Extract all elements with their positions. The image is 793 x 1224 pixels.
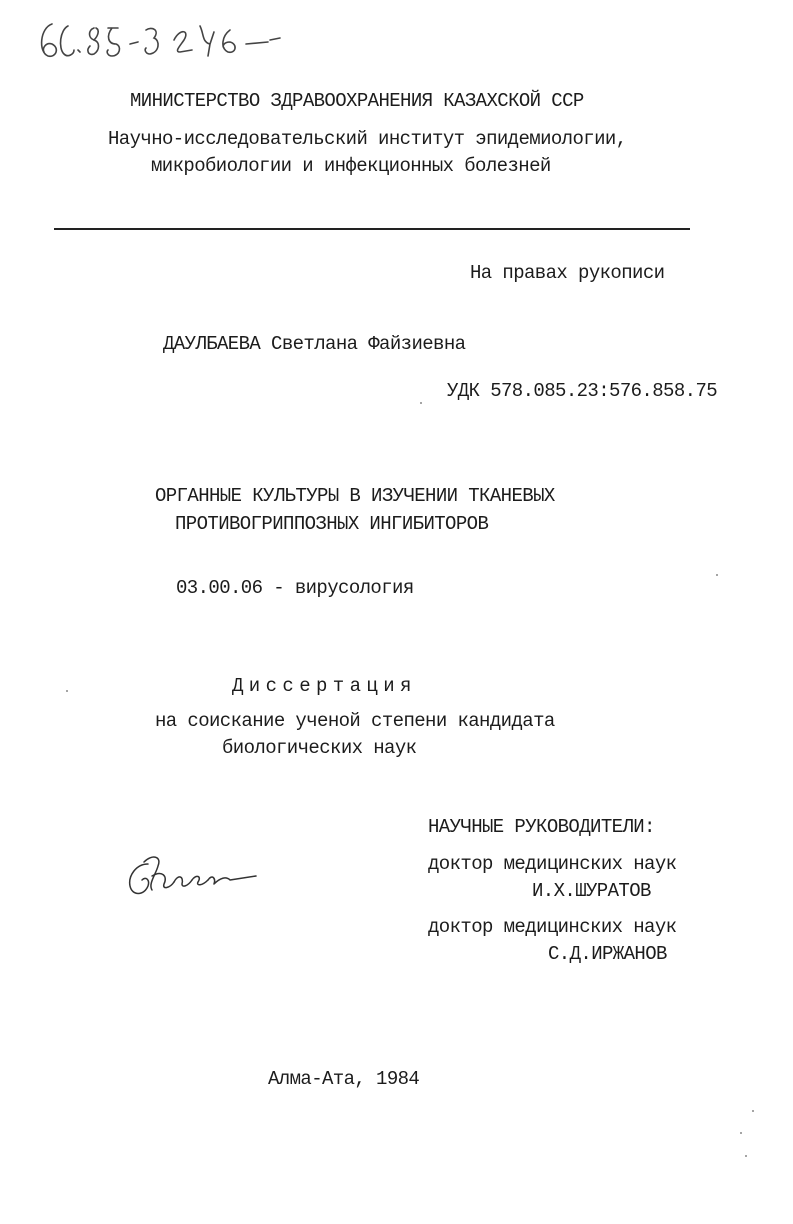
scan-speck xyxy=(420,402,422,404)
degree-line2: биологических наук xyxy=(222,737,417,759)
handwritten-archive-code xyxy=(34,14,294,64)
scan-speck xyxy=(752,1110,754,1112)
header-divider xyxy=(54,228,690,230)
author-name: ДАУЛБАЕВА Светлана Файзиевна xyxy=(163,333,466,355)
supervisor-2-rank: доктор медицинских наук xyxy=(428,916,677,938)
supervisor-1-name: И.Х.ШУРАТОВ xyxy=(532,880,651,902)
udc-code: УДК 578.085.23:576.858.75 xyxy=(447,380,718,402)
document-type: Диссертация xyxy=(232,675,417,697)
thesis-title-line1: ОРГАННЫЕ КУЛЬТУРЫ В ИЗУЧЕНИИ ТКАНЕВЫХ xyxy=(155,485,555,507)
specialty-code: 03.00.06 - вирусология xyxy=(176,577,414,599)
institute-name-line2: микробиологии и инфекционных болезней xyxy=(151,155,551,177)
institute-name-line1: Научно-исследовательский институт эпидемиологии, xyxy=(108,128,627,150)
ministry-name: МИНИСТЕРСТВО ЗДРАВООХРАНЕНИЯ КАЗАХСКОЙ ССР xyxy=(130,90,584,112)
thesis-title-line2: ПРОТИВОГРИППОЗНЫХ ИНГИБИТОРОВ xyxy=(175,513,489,535)
scan-speck xyxy=(716,574,718,576)
degree-line1: на соискание ученой степени кандидата xyxy=(155,710,555,732)
scan-speck xyxy=(740,1132,742,1134)
scan-speck xyxy=(745,1155,747,1157)
author-signature xyxy=(122,846,262,906)
supervisor-1-rank: доктор медицинских наук xyxy=(428,853,677,875)
place-and-year: Алма-Ата, 1984 xyxy=(268,1068,420,1090)
supervisor-2-name: С.Д.ИРЖАНОВ xyxy=(548,943,667,965)
rights-note: На правах рукописи xyxy=(470,262,665,284)
scan-speck xyxy=(66,690,68,692)
supervisors-heading: НАУЧНЫЕ РУКОВОДИТЕЛИ: xyxy=(428,816,655,838)
